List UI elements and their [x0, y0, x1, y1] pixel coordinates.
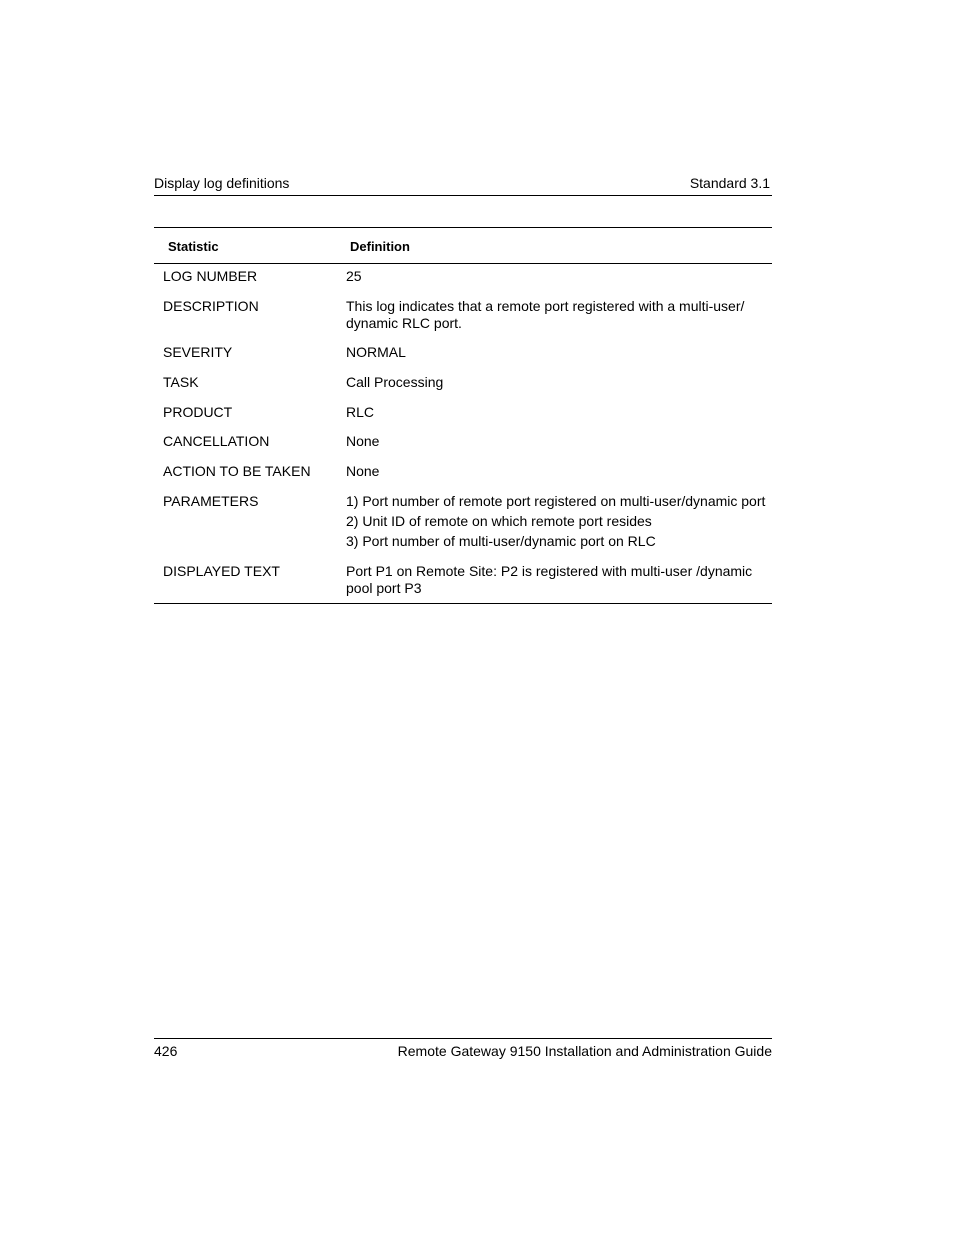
- definition-cell: [346, 563, 772, 597]
- statistic-cell: TASK: [163, 374, 199, 390]
- definition-cell: [346, 493, 772, 550]
- table-row-displayed-text: [154, 563, 772, 597]
- table-row-action: [154, 463, 772, 480]
- log-definition-table: [154, 227, 772, 604]
- section-title: Display log definitions: [154, 175, 290, 191]
- definition-line: dynamic RLC port.: [346, 315, 462, 331]
- definition-cell: Call Processing: [346, 374, 444, 390]
- definition-line: Port P1 on Remote Site: P2 is registered with multi-user /dynamic: [346, 563, 753, 579]
- guide-title: Remote Gateway 9150 Installation and Administration Guide: [397, 1043, 772, 1059]
- parameter-item: 3) Port number of multi-user/dynamic port on RLC: [346, 533, 656, 549]
- table-row-task: [154, 374, 772, 391]
- table-row-severity: [154, 344, 772, 361]
- standard-label: Standard 3.1: [689, 175, 770, 191]
- table-row-product: [154, 404, 772, 421]
- definition-line: pool port P3: [346, 580, 422, 596]
- page-footer: [154, 1038, 772, 1059]
- table-row-parameters: [154, 493, 772, 550]
- statistic-cell: ACTION TO BE TAKEN: [163, 463, 311, 479]
- parameter-item: 1) Port number of remote port registered on multi-user/dynamic port: [346, 493, 766, 509]
- definition-cell: [346, 298, 772, 332]
- statistic-cell: PARAMETERS: [163, 493, 259, 509]
- definition-cell: None: [346, 463, 380, 479]
- statistic-cell: DISPLAYED TEXT: [163, 563, 280, 579]
- definition-cell: RLC: [346, 404, 375, 420]
- statistic-cell: LOG NUMBER: [163, 268, 258, 284]
- table-row-description: [154, 298, 772, 332]
- parameter-item: 2) Unit ID of remote on which remote port resides: [346, 513, 652, 529]
- table-row-cancellation: [154, 433, 772, 450]
- statistic-cell: CANCELLATION: [163, 433, 270, 449]
- definition-line: This log indicates that a remote port registered with a multi-user/: [346, 298, 745, 314]
- statistic-cell: SEVERITY: [163, 344, 233, 360]
- table-row-log-number: [154, 268, 772, 285]
- column-header-statistic: Statistic: [168, 239, 219, 254]
- statistic-cell: DESCRIPTION: [163, 298, 259, 314]
- definition-cell: NORMAL: [346, 344, 406, 360]
- statistic-cell: PRODUCT: [163, 404, 233, 420]
- definition-cell: 25: [346, 268, 362, 284]
- page-number: 426: [154, 1043, 178, 1059]
- table-body: [154, 268, 772, 603]
- definition-cell: None: [346, 433, 380, 449]
- table-header: [154, 228, 772, 264]
- column-header-definition: Definition: [350, 239, 410, 254]
- page-header: [154, 174, 772, 196]
